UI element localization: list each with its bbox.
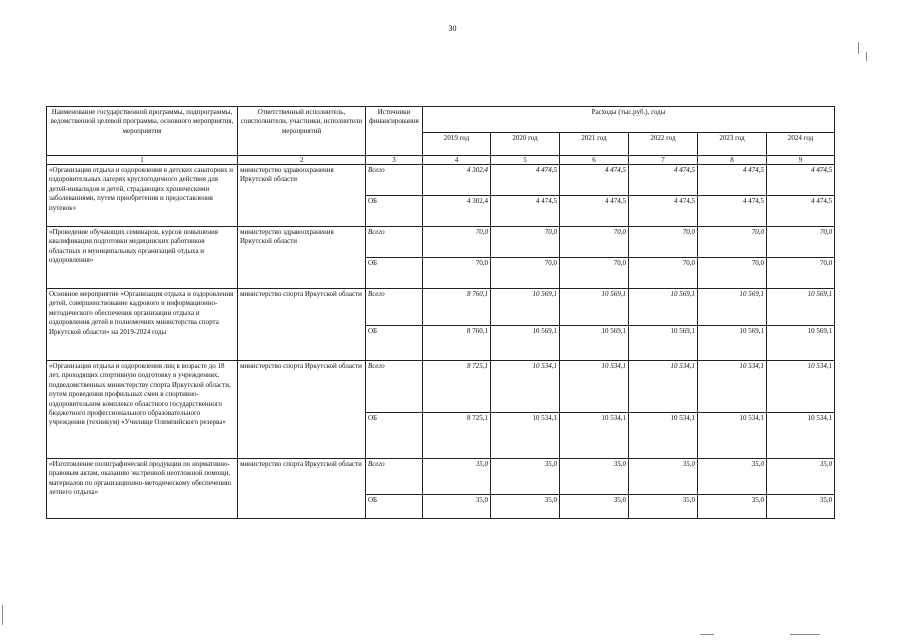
ob-value: 10 534,1 [698, 413, 767, 459]
ob-value: 10 534,1 [560, 413, 629, 459]
executor: министерство спорта Иркутской области [238, 361, 366, 459]
total-value: 10 534,1 [560, 361, 629, 413]
source-ob-label: ОБ [366, 413, 423, 459]
header-year-1: 2019 год [423, 133, 491, 156]
source-total-label: Всего [366, 459, 423, 495]
source-ob-label: ОБ [366, 495, 423, 519]
ob-value: 4 474,5 [560, 196, 629, 227]
total-value: 10 534,1 [491, 361, 560, 413]
total-value: 4 474,5 [560, 165, 629, 196]
total-value: 70,0 [423, 227, 491, 258]
page-number: 30 [448, 24, 457, 33]
header-year-3: 2021 год [560, 133, 629, 156]
activity-name: «Проведение обучающих семинаров, курсов повышения квалификации подготовки медицинских работников областных и муниципальных организаций отдыха и оздоровления» [47, 227, 238, 289]
ob-value: 4 474,5 [698, 196, 767, 227]
total-value: 8 725,1 [423, 361, 491, 413]
table-row [47, 289, 835, 326]
ob-value: 35,0 [423, 495, 491, 519]
budget-table [46, 106, 835, 519]
column-number-9: 9 [767, 156, 835, 165]
total-value: 35,0 [629, 459, 698, 495]
executor: министерство здравоохранения Иркутской области [238, 227, 366, 289]
ob-value: 35,0 [560, 495, 629, 519]
total-value: 10 569,1 [491, 289, 560, 326]
column-number-8: 8 [698, 156, 767, 165]
executor: министерство спорта Иркутской области [238, 289, 366, 361]
total-value: 4 474,5 [698, 165, 767, 196]
total-value: 4 474,5 [767, 165, 835, 196]
total-value: 10 534,1 [767, 361, 835, 413]
header-year-2: 2020 год [491, 133, 560, 156]
total-value: 10 569,1 [767, 289, 835, 326]
executor: министерство здравоохранения Иркутской области [238, 165, 366, 227]
activity-name: Основное мероприятие «Организация отдыха и оздоровления детей, совершенствование кадрового и информационно-методического обеспечения организации отдыха и оздоровления детей в полномочиях министерства спорта Иркутской области» на 2019-2024 годы [47, 289, 238, 361]
column-number-4: 4 [423, 156, 491, 165]
ob-value: 4 302,4 [423, 196, 491, 227]
header-source: Источники финансирования [366, 107, 423, 156]
header-year-6: 2024 год [767, 133, 835, 156]
source-total-label: Всего [366, 165, 423, 196]
table-row [47, 361, 835, 413]
total-value: 10 534,1 [698, 361, 767, 413]
ob-value: 35,0 [698, 495, 767, 519]
ob-value: 10 569,1 [491, 326, 560, 361]
ob-value: 4 474,5 [629, 196, 698, 227]
source-ob-label: ОБ [366, 196, 423, 227]
ob-value: 70,0 [698, 258, 767, 289]
total-value: 10 534,1 [629, 361, 698, 413]
ob-value: 10 534,1 [629, 413, 698, 459]
total-value: 35,0 [423, 459, 491, 495]
ob-value: 10 534,1 [491, 413, 560, 459]
total-value: 4 302,4 [423, 165, 491, 196]
header-executor: Ответственный исполнитель, соисполнители, участники, исполнители мероприятий [238, 107, 366, 156]
executor: министерство спорта Иркутской области [238, 459, 366, 519]
scan-artifact [790, 634, 820, 635]
scan-artifact [2, 605, 3, 625]
ob-value: 70,0 [629, 258, 698, 289]
column-number-1: 1 [47, 156, 238, 165]
scan-artifact [700, 634, 714, 635]
ob-value: 35,0 [767, 495, 835, 519]
total-value: 70,0 [767, 227, 835, 258]
header-year-5: 2023 год [698, 133, 767, 156]
source-total-label: Всего [366, 289, 423, 326]
scan-artifact [866, 52, 867, 61]
ob-value: 4 474,5 [767, 196, 835, 227]
table-row [47, 165, 835, 196]
total-value: 35,0 [767, 459, 835, 495]
ob-value: 10 534,1 [767, 413, 835, 459]
total-value: 35,0 [491, 459, 560, 495]
ob-value: 35,0 [629, 495, 698, 519]
total-value: 70,0 [560, 227, 629, 258]
source-total-label: Всего [366, 361, 423, 413]
total-value: 70,0 [629, 227, 698, 258]
total-value: 10 569,1 [698, 289, 767, 326]
column-number-5: 5 [491, 156, 560, 165]
activity-name: «Изготовление полиграфической продукции по нормативно-правовым актам, оказанию экстренной неотложной помощи, материалов по организационно-методическому обеспечению летнего отдыха» [47, 459, 238, 519]
column-number-3: 3 [366, 156, 423, 165]
ob-value: 70,0 [767, 258, 835, 289]
ob-value: 4 474,5 [491, 196, 560, 227]
header-year-4: 2022 год [629, 133, 698, 156]
total-value: 4 474,5 [491, 165, 560, 196]
total-value: 4 474,5 [629, 165, 698, 196]
ob-value: 10 569,1 [698, 326, 767, 361]
total-value: 70,0 [491, 227, 560, 258]
activity-name: «Организация отдыха и оздоровления лиц в возрасте до 18 лет, проходящих спортивную подготовку в учреждениях, подведомственных министерству спорта Иркутской области, путем проведения профильных смен в спортивно-оздоровительном комплексе областного государственного бюджетного профессионального образовательного учреждения (техникум) «Училище Олимпийского резерва» [47, 361, 238, 459]
ob-value: 70,0 [423, 258, 491, 289]
ob-value: 8 760,1 [423, 326, 491, 361]
ob-value: 10 569,1 [560, 326, 629, 361]
ob-value: 10 569,1 [767, 326, 835, 361]
ob-value: 70,0 [491, 258, 560, 289]
activity-name: «Организация отдыха и оздоровления в детских санаториях и оздоровительных лагерях круглогодичного действия для детей-инвалидов и детей, страдающих хроническими заболеваниями, путем приобретения и предоставления путевок» [47, 165, 238, 227]
total-value: 70,0 [698, 227, 767, 258]
total-value: 8 760,1 [423, 289, 491, 326]
total-value: 35,0 [560, 459, 629, 495]
total-value: 10 569,1 [560, 289, 629, 326]
source-total-label: Всего [366, 227, 423, 258]
column-number-2: 2 [238, 156, 366, 165]
ob-value: 70,0 [560, 258, 629, 289]
header-program: Наименование государственной программы, подпрограммы, ведомственной целевой программы, основного мероприятия, мероприятия [47, 107, 238, 156]
column-number-7: 7 [629, 156, 698, 165]
scan-artifact [858, 42, 859, 54]
ob-value: 8 725,1 [423, 413, 491, 459]
header-expenses: Расходы (тыс.руб.), годы [423, 107, 835, 133]
table-row [47, 459, 835, 495]
table-row [47, 227, 835, 258]
total-value: 35,0 [698, 459, 767, 495]
total-value: 10 569,1 [629, 289, 698, 326]
source-ob-label: ОБ [366, 326, 423, 361]
ob-value: 35,0 [491, 495, 560, 519]
source-ob-label: ОБ [366, 258, 423, 289]
column-number-6: 6 [560, 156, 629, 165]
ob-value: 10 569,1 [629, 326, 698, 361]
